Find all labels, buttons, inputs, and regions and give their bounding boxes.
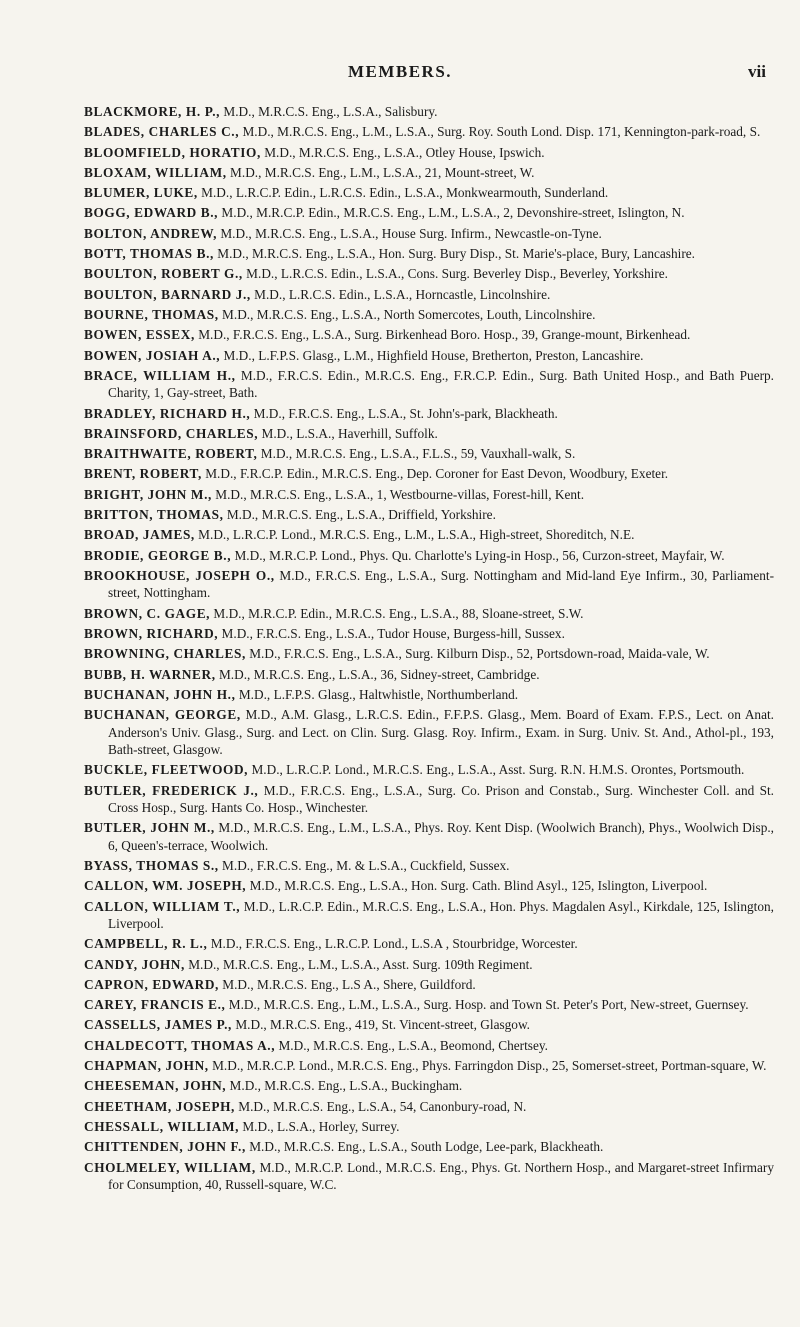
member-entry [84,184,774,201]
member-details: M.D., M.R.C.S. Eng., L.S.A., Hon. Surg. Cath. Blind Asyl., 125, Islington, Liverpool. [246,878,708,894]
member-entry [84,547,774,564]
member-details: M.D., M.R.C.S. Eng., L.M., L.S.A., Surg. Roy. South Lond. Disp. 171, Kennington-park-road, S. [239,124,761,140]
member-details: M.D., M.R.C.S. Eng., L.S.A., Otley House, Ipswich. [260,144,545,160]
member-entry [84,1159,774,1194]
member-entry [84,1037,774,1054]
member-entry [84,103,774,120]
member-name: BLADES, CHARLES C., [84,124,240,140]
member-details: M.D., L.S.A., Haverhill, Suffolk. [258,425,438,441]
member-details: M.D., M.R.C.S. Eng., L.M., L.S.A., Phys. Roy. Kent Disp. (Woolwich Branch), Phys., Woolwich Disp., 6, Queen's-terrace, Woolwich. [108,820,774,853]
member-entry [84,465,774,482]
member-details: M.D., M.R.C.S. Eng., L.S.A., 36, Sidney-street, Cambridge. [215,666,540,682]
member-name: BOWEN, ESSEX, [84,327,195,343]
member-name: BUCHANAN, JOHN H., [84,686,236,702]
member-details: M.D., F.R.C.S. Eng., L.R.C.P. Lond., L.S.A , Stourbridge, Worcester. [207,936,578,952]
member-name: BLUMER, LUKE, [84,185,198,201]
member-details: M.D., F.R.C.S. Eng., L.S.A., St. John's-park, Blackheath. [250,405,558,421]
member-name: BOULTON, BARNARD J., [84,286,251,302]
member-details: M.D., F.R.C.S. Eng., L.S.A., Surg. Nottingham and Mid-land Eye Infirm., 30, Parliament-street, Nottingham. [108,567,775,601]
member-entry [84,956,774,973]
member-name: BROWN, C. GAGE, [84,605,211,621]
member-name: BUBB, H. WARNER, [84,666,216,682]
member-entry [84,625,774,642]
member-name: BUCKLE, FLEETWOOD, [84,762,249,778]
member-name: CALLON, WILLIAM T., [84,898,241,914]
member-name: BRADLEY, RICHARD H., [84,405,251,421]
member-name: CHEETHAM, JOSEPH, [84,1098,235,1114]
member-name: CHALDECOTT, THOMAS A., [84,1037,276,1053]
member-entry [84,877,774,894]
member-details: M.D., L.R.C.P. Lond., M.R.C.S. Eng., L.M., L.S.A., High-street, Shoreditch, N.E. [194,527,635,543]
member-details: M.D., F.R.C.S. Eng., L.S.A., Surg. Co. Prison and Constab., Surg. Winchester Coll. and St. Cross Hosp., Surg. Hants Co. Hosp., Winchester. [108,782,775,815]
member-name: BYASS, THOMAS S., [84,857,219,873]
member-name: BRENT, ROBERT, [84,466,202,482]
member-entry [84,326,774,343]
member-details: M.D., L.R.C.P. Edin., M.R.C.S. Eng., L.S.A., Hon. Phys. Magdalen Asyl., Kirkdale, 125, Islington, Liverpool. [108,898,774,931]
member-details: M.D., M.R.C.S. Eng., L.S.A., Beomond, Chertsey. [275,1037,548,1053]
member-name: BOLTON, ANDREW, [84,225,218,241]
member-name: BROAD, JAMES, [84,527,195,543]
member-name: BLACKMORE, H. P., [84,104,221,119]
member-name: BRAINSFORD, CHARLES, [84,425,259,441]
member-name: CANDY, JOHN, [84,956,185,972]
member-entry [84,686,774,703]
member-name: BRAITHWAITE, ROBERT, [84,446,258,462]
member-details: M.D., F.R.C.S. Eng., L.S.A., Surg. Kilburn Disp., 52, Portsdown-road, Maida-vale, W. [245,646,710,662]
member-entry [84,898,774,933]
member-name: BUCHANAN, GEORGE, [84,707,241,723]
member-name: BLOOMFIELD, HORATIO, [84,144,261,160]
member-entry [84,567,774,602]
member-name: BUTLER, JOHN M., [84,820,215,836]
member-entry [84,286,774,303]
member-details: M.D., M.R.C.P. Lond., M.R.C.S. Eng., Phys. Gt. Northern Hosp., and Margaret-street Infirmary for Consumption, 40, Russell-square, W.C. [108,1159,774,1192]
member-name: CHOLMELEY, WILLIAM, [84,1159,256,1175]
member-entry [84,225,774,242]
member-name: CASSELLS, JAMES P., [84,1017,232,1033]
member-entry [84,857,774,874]
member-details: M.D., F.R.C.S. Eng., L.S.A., Tudor House, Burgess-hill, Sussex. [218,625,565,641]
member-name: BRITTON, THOMAS, [84,507,224,523]
member-details: M.D., L.R.C.S. Edin., L.S.A., Horncastle, Lincolnshire. [250,286,551,302]
member-name: BOTT, THOMAS B., [84,246,214,262]
member-entry [84,935,774,952]
member-name: BOWEN, JOSIAH A., [84,347,221,363]
member-entry [84,123,774,140]
member-details: M.D., A.M. Glasg., L.R.C.S. Edin., F.F.P.S. Glasg., Mem. Board of Exam. F.P.S., Lect. on Anat. Anderson's Univ. Glasg., Surg. and Lect. on Clin. Surg. Glasg. Roy. Infirm., Exam. in Surg. Univ. St. And., Athol-pl., 193, Bath-street, Glasgow. [108,707,774,757]
member-entry [84,445,774,462]
member-list [84,103,774,1196]
member-name: BRACE, WILLIAM H., [84,367,236,383]
member-details: M.D., M.R.C.S. Eng., L.S.A., 54, Canonbury-road, N. [234,1098,527,1114]
member-name: BOURNE, THOMAS, [84,306,219,322]
member-name: CAPRON, EDWARD, [84,976,219,992]
member-details: M.D., M.R.C.S. Eng., L.S A., Shere, Guildford. [218,976,476,992]
member-entry [84,245,774,262]
member-entry [84,1077,774,1094]
member-name: BOULTON, ROBERT G., [84,266,243,282]
member-details: M.D., F.R.C.S. Eng., M. & L.S.A., Cuckfield, Sussex. [218,857,510,873]
member-entry [84,1016,774,1033]
running-head: MEMBERS. [347,62,453,81]
member-entry [84,645,774,662]
member-entry [84,425,774,442]
member-entry [84,996,774,1013]
member-name: BROWNING, CHARLES, [84,646,246,662]
member-entry [84,306,774,323]
member-entry [84,605,774,622]
member-details: M.D., F.R.C.S. Edin., M.R.C.S. Eng., F.R.C.P. Edin., Surg. Bath United Hosp., and Bath Puerp. Charity, 1, Gay-street, Bath. [108,367,775,401]
member-entry [84,164,774,181]
member-name: BOGG, EDWARD B., [84,205,219,221]
member-entry [84,1138,774,1155]
member-name: CHITTENDEN, JOHN F., [84,1139,246,1155]
member-entry [84,1118,774,1135]
member-details: M.D., M.R.C.S. Eng., 419, St. Vincent-street, Glasgow. [232,1017,531,1033]
member-details: M.D., M.R.C.S. Eng., L.S.A., South Lodge, Lee-park, Blackheath. [245,1139,604,1155]
member-details: M.D., M.R.C.P. Lond., Phys. Qu. Charlotte's Lying-in Hosp., 56, Curzon-street, Mayfair, W. [231,547,725,563]
member-entry [84,1057,774,1074]
member-entry [84,1098,774,1115]
member-entry [84,347,774,364]
member-details: M.D., M.R.C.S. Eng., L.S.A., House Surg. Infirm., Newcastle-on-Tyne. [217,225,602,241]
member-details: M.D., F.R.C.P. Edin., M.R.C.S. Eng., Dep. Coroner for East Devon, Woodbury, Exeter. [201,466,669,482]
member-entry [84,666,774,683]
member-details: M.D., L.F.P.S. Glasg., L.M., Highfield House, Bretherton, Preston, Lancashire. [220,347,644,363]
member-details: M.D., M.R.C.S. Eng., L.M., L.S.A., 21, Mount-street, W. [226,164,535,180]
member-details: M.D., L.R.C.P. Edin., L.R.C.S. Edin., L.S.A., Monkwearmouth, Sunderland. [197,185,609,201]
member-details: M.D., L.S.A., Horley, Surrey. [239,1118,400,1134]
member-details: M.D., L.R.C.S. Edin., L.S.A., Cons. Surg. Beverley Disp., Beverley, Yorkshire. [242,266,668,282]
member-details: M.D., M.R.C.S. Eng., L.S.A., North Somercotes, Louth, Lincolnshire. [218,306,596,322]
member-entry [84,782,774,817]
member-name: BROOKHOUSE, JOSEPH O., [84,567,275,583]
member-entry [84,506,774,523]
member-name: CAMPBELL, R. L., [84,936,208,952]
member-details: M.D., L.R.C.P. Lond., M.R.C.S. Eng., L.S.A., Asst. Surg. R.N. H.M.S. Orontes, Portsmouth. [248,762,745,778]
member-name: BUTLER, FREDERICK J., [84,782,259,798]
member-name: BRIGHT, JOHN M., [84,486,212,502]
member-entry [84,144,774,161]
member-entry [84,761,774,778]
member-entry [84,204,774,221]
member-name: CHEESEMAN, JOHN, [84,1078,227,1094]
member-entry [84,706,774,758]
member-entry [84,976,774,993]
member-name: BLOXAM, WILLIAM, [84,164,227,180]
member-details: M.D., M.R.C.S. Eng., L.S.A., 1, Westbourne-villas, Forest-hill, Kent. [211,486,585,502]
member-name: CAREY, FRANCIS E., [84,997,226,1013]
member-name: CALLON, WM. JOSEPH, [84,878,247,894]
member-entry [84,405,774,422]
member-details: M.D., M.R.C.P. Lond., M.R.C.S. Eng., Phys. Farringdon Disp., 25, Somerset-street, Portman-square, W. [208,1058,767,1074]
member-details: M.D., F.R.C.S. Eng., L.S.A., Surg. Birkenhead Boro. Hosp., 39, Grange-mount, Birkenhead. [194,327,691,343]
member-entry [84,486,774,503]
member-entry [84,367,774,402]
member-details: M.D., M.R.C.S. Eng., L.M., L.S.A., Surg. Hosp. and Town St. Peter's Port, New-street, Guernsey. [225,997,749,1013]
page-header [0,62,800,86]
member-details: M.D., M.R.C.P. Edin., M.R.C.S. Eng., L.M., L.S.A., 2, Devonshire-street, Islington, N. [218,205,685,221]
member-details: M.D., L.F.P.S. Glasg., Haltwhistle, Northumberland. [235,686,519,702]
member-details: M.D., M.R.C.P. Edin., M.R.C.S. Eng., L.S.A., 88, Sloane-street, S.W. [210,605,584,621]
member-entry [84,265,774,282]
member-name: CHESSALL, WILLIAM, [84,1118,240,1134]
member-entry [84,526,774,543]
member-entry [84,819,774,854]
member-name: BRODIE, GEORGE B., [84,547,232,563]
member-details: M.D., M.R.C.S. Eng., L.S.A., Salisbury. [220,104,438,119]
member-name: BROWN, RICHARD, [84,625,219,641]
member-details: M.D., M.R.C.S. Eng., L.S.A., Driffield, Yorkshire. [223,507,496,523]
member-details: M.D., M.R.C.S. Eng., L.S.A., F.L.S., 59, Vauxhall-walk, S. [257,446,576,462]
page-number: vii [748,62,766,81]
member-details: M.D., M.R.C.S. Eng., L.S.A., Hon. Surg. Bury Disp., St. Marie's-place, Bury, Lancashire. [213,246,695,262]
member-details: M.D., M.R.C.S. Eng., L.S.A., Buckingham. [226,1078,463,1094]
member-name: CHAPMAN, JOHN, [84,1058,209,1074]
member-details: M.D., M.R.C.S. Eng., L.M., L.S.A., Asst. Surg. 109th Regiment. [184,956,533,972]
